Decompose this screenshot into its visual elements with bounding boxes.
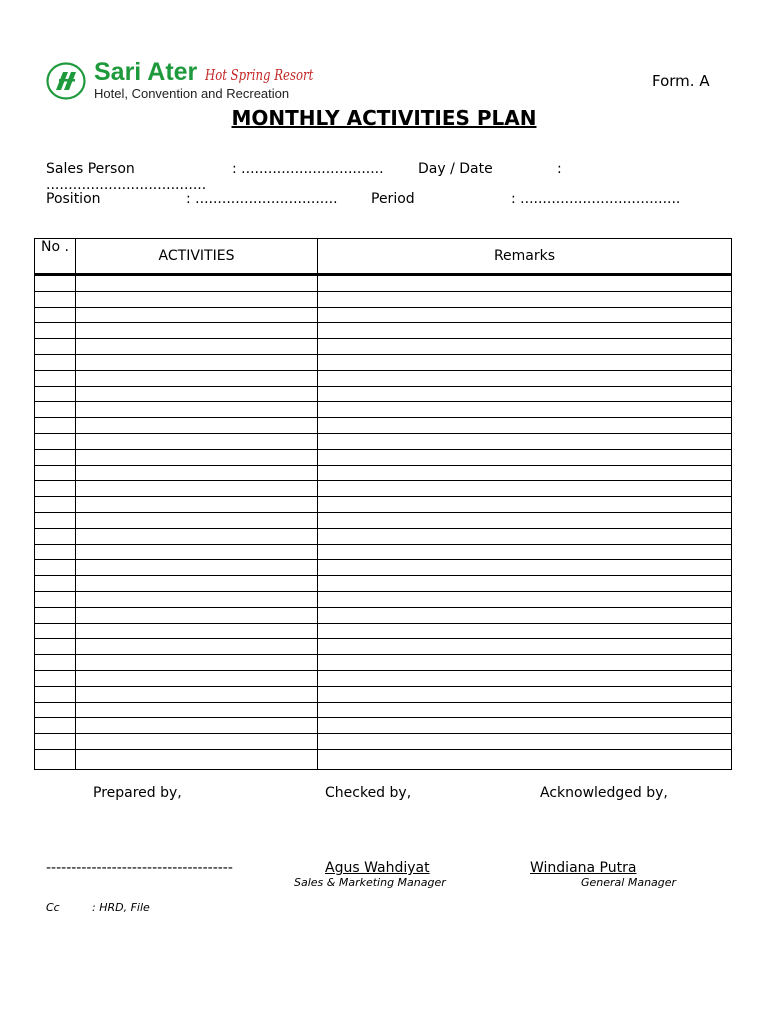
table-row[interactable] (35, 387, 731, 403)
column-header-activities: ACTIVITIES (158, 248, 235, 264)
page-title: MONTHLY ACTIVITIES PLAN (231, 106, 537, 130)
position-field[interactable]: : ................................ (186, 191, 338, 207)
table-row[interactable] (35, 355, 731, 371)
checked-by-name: Agus Wahdiyat (325, 860, 430, 876)
table-row[interactable] (35, 276, 731, 292)
table-row[interactable] (35, 560, 731, 576)
resort-logo-icon (46, 62, 86, 100)
table-row[interactable] (35, 371, 731, 387)
table-row[interactable] (35, 608, 731, 624)
table-row[interactable] (35, 481, 731, 497)
table-row[interactable] (35, 402, 731, 418)
table-row[interactable] (35, 513, 731, 529)
table-row[interactable] (35, 671, 731, 687)
table-row[interactable] (35, 434, 731, 450)
table-row[interactable] (35, 308, 731, 324)
table-body (35, 276, 731, 769)
table-row[interactable] (35, 576, 731, 592)
period-label: Period (371, 191, 415, 207)
acknowledged-by-name: Windiana Putra (530, 860, 637, 876)
column-header-remarks: Remarks (493, 248, 556, 264)
sales-person-field[interactable]: : ................................ (232, 161, 384, 177)
table-row[interactable] (35, 718, 731, 734)
brand-tagline: Hot Spring Resort (205, 66, 314, 84)
table-row[interactable] (35, 323, 731, 339)
table-row[interactable] (35, 624, 731, 640)
day-date-field[interactable]: .................................... (46, 177, 207, 193)
position-label: Position (46, 191, 101, 207)
checked-by-label: Checked by, (325, 785, 412, 801)
cc-recipients: : HRD, File (92, 901, 150, 914)
brand-name: Sari Ater (94, 58, 198, 86)
table-row[interactable] (35, 497, 731, 513)
table-row[interactable] (35, 592, 731, 608)
table-row[interactable] (35, 734, 731, 750)
acknowledged-by-role: General Manager (581, 876, 677, 889)
table-row[interactable] (35, 545, 731, 561)
table-row[interactable] (35, 687, 731, 703)
activities-table (34, 238, 732, 770)
day-date-label: Day / Date (418, 161, 493, 177)
prepared-by-label: Prepared by, (93, 785, 182, 801)
acknowledged-by-label: Acknowledged by, (540, 785, 668, 801)
table-row[interactable] (35, 703, 731, 719)
table-row[interactable] (35, 750, 731, 766)
table-row[interactable] (35, 529, 731, 545)
table-row[interactable] (35, 339, 731, 355)
table-row[interactable] (35, 466, 731, 482)
table-row[interactable] (35, 639, 731, 655)
checked-by-role: Sales & Marketing Manager (294, 876, 446, 889)
table-row[interactable] (35, 450, 731, 466)
day-date-colon: : (557, 161, 562, 177)
prepared-signature-line[interactable]: ------------------------------------- (46, 860, 233, 876)
brand-subtitle: Hotel, Convention and Recreation (94, 86, 290, 101)
table-row[interactable] (35, 292, 731, 308)
column-header-no: No . (41, 239, 69, 255)
cc-label: Cc (46, 901, 60, 914)
table-row[interactable] (35, 655, 731, 671)
form-code: Form. A (652, 72, 710, 90)
sales-person-label: Sales Person (46, 161, 135, 177)
table-row[interactable] (35, 418, 731, 434)
period-field[interactable]: : .................................... (511, 191, 681, 207)
